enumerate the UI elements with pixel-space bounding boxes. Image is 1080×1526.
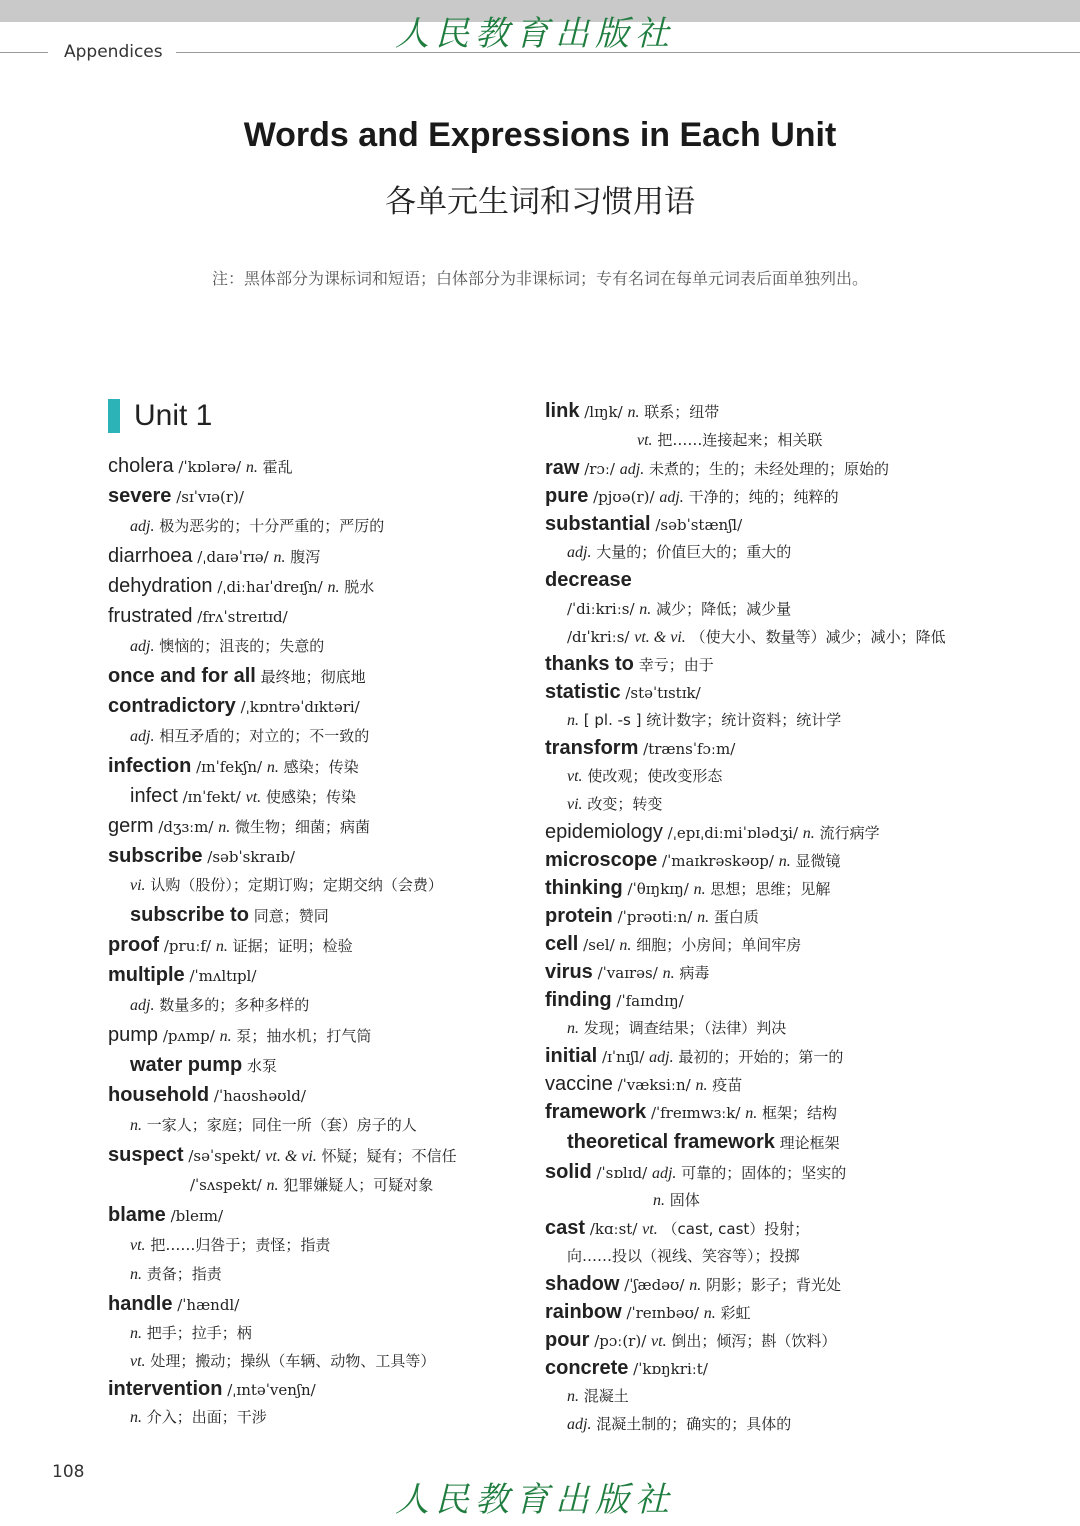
entry-line bbox=[545, 1273, 841, 1296]
part-of-speech: n. bbox=[266, 1177, 279, 1194]
phonetic: /ɪnˈfekt/ bbox=[182, 788, 241, 806]
entry-line bbox=[545, 653, 714, 676]
entry-line bbox=[108, 815, 370, 838]
headword: solid bbox=[545, 1161, 592, 1183]
entry-line bbox=[130, 785, 356, 808]
definition: 混凝土 bbox=[583, 1387, 629, 1405]
publisher-logo-top: 人民教育出版社 bbox=[395, 14, 675, 54]
entry-line bbox=[545, 1101, 837, 1124]
entry-line bbox=[545, 1301, 751, 1324]
entry-line bbox=[545, 1329, 836, 1352]
headword: pure bbox=[545, 485, 589, 507]
part-of-speech: n. bbox=[245, 459, 258, 476]
phonetic: /ˈkɒŋkriːt/ bbox=[633, 1360, 708, 1378]
phonetic: /səˈspekt/ bbox=[188, 1147, 261, 1165]
entry-line bbox=[108, 755, 359, 778]
phonetic: /ˈreɪnbəʊ/ bbox=[626, 1304, 699, 1322]
headword: finding bbox=[545, 989, 612, 1011]
phonetic: /ˈhændl/ bbox=[177, 1296, 240, 1314]
part-of-speech: adj. bbox=[659, 489, 684, 506]
definition: 数量多的；多种多样的 bbox=[159, 996, 310, 1014]
definition: 水泵 bbox=[247, 1057, 278, 1075]
headword: subscribe to bbox=[130, 904, 249, 926]
page-title: Words and Expressions in Each Unit bbox=[243, 116, 837, 154]
part-of-speech: n. bbox=[215, 938, 228, 955]
entry-line bbox=[545, 400, 719, 423]
entry-line bbox=[567, 1413, 791, 1434]
definition: 可靠的；固体的；坚实的 bbox=[681, 1164, 847, 1182]
headword: dehydration bbox=[108, 575, 213, 597]
definition: 同意；赞同 bbox=[253, 907, 329, 925]
entry-line bbox=[130, 1322, 252, 1343]
part-of-speech: n. bbox=[745, 1105, 758, 1122]
headword: cholera bbox=[108, 455, 174, 477]
entry-line bbox=[108, 964, 256, 987]
definition: 细胞；小房间；单间牢房 bbox=[636, 936, 802, 954]
phonetic: /ˈmʌltɪpl/ bbox=[189, 967, 257, 985]
part-of-speech: adj. bbox=[567, 544, 592, 561]
part-of-speech: vt. bbox=[651, 1333, 667, 1350]
phonetic: /trænsˈfɔːm/ bbox=[643, 740, 736, 758]
definition: 一家人；家庭；同住一所（套）房子的人 bbox=[146, 1116, 417, 1134]
entry-line bbox=[130, 1114, 417, 1135]
phonetic: /ˈdiːkriːs/ bbox=[567, 600, 635, 618]
headword: shadow bbox=[545, 1273, 620, 1295]
entry-line bbox=[130, 904, 329, 927]
definition: 彩虹 bbox=[720, 1304, 751, 1322]
phonetic: /ˈsɒlɪd/ bbox=[596, 1164, 648, 1182]
definition: 干净的；纯的；纯粹的 bbox=[688, 488, 839, 506]
entry-line bbox=[130, 635, 324, 656]
headword: cell bbox=[545, 933, 579, 955]
definition: 介入；出面；干涉 bbox=[146, 1408, 267, 1426]
definition: 思想；思维；见解 bbox=[710, 880, 831, 898]
part-of-speech: n. bbox=[327, 579, 340, 596]
entry-line bbox=[545, 485, 839, 508]
entry-line bbox=[545, 961, 709, 984]
part-of-speech: vi. bbox=[130, 877, 146, 894]
phonetic: /ˈmaɪkrəskəʊp/ bbox=[662, 852, 774, 870]
definition: 混凝土制的；确实的；具体的 bbox=[596, 1415, 792, 1433]
phonetic: /ˈvaɪrəs/ bbox=[597, 964, 658, 982]
phonetic: /sel/ bbox=[583, 936, 615, 954]
entry-line bbox=[108, 605, 288, 628]
phonetic: /ˈsʌspekt/ bbox=[190, 1176, 262, 1194]
definition: 联系；纽带 bbox=[644, 403, 720, 421]
definition: 最终地；彻底地 bbox=[260, 668, 366, 686]
definition: 把……连接起来；相关联 bbox=[657, 431, 823, 449]
definition: 使感染；传染 bbox=[265, 788, 356, 806]
definition: 改变；转变 bbox=[587, 795, 663, 813]
headword: substantial bbox=[545, 513, 651, 535]
entry-line bbox=[130, 1406, 267, 1427]
entry-line bbox=[545, 737, 735, 760]
entry-line bbox=[545, 877, 830, 900]
part-of-speech: n. bbox=[266, 759, 279, 776]
phonetic: /ˈprəʊtiːn/ bbox=[617, 908, 693, 926]
headword: severe bbox=[108, 485, 172, 507]
definition: 未煮的；生的；未经处理的；原始的 bbox=[649, 460, 890, 478]
headword: pour bbox=[545, 1329, 590, 1351]
definition: （cast, cast）投射； bbox=[662, 1220, 810, 1238]
entry-line bbox=[545, 905, 759, 928]
definition: 幸亏；由于 bbox=[638, 656, 714, 674]
definition: 蛋白质 bbox=[713, 908, 759, 926]
entry-line bbox=[567, 598, 791, 619]
phonetic: /pruːf/ bbox=[163, 937, 212, 955]
entry-line bbox=[545, 1161, 846, 1184]
entry-line bbox=[108, 665, 366, 688]
headword: suspect bbox=[108, 1144, 184, 1166]
part-of-speech: n. bbox=[567, 1020, 579, 1037]
part-of-speech: n. bbox=[218, 819, 231, 836]
phonetic: /səbˈskraɪb/ bbox=[207, 848, 295, 866]
headword: thanks to bbox=[545, 653, 634, 675]
part-of-speech: n. bbox=[703, 1305, 716, 1322]
entry-line bbox=[567, 1131, 840, 1154]
phonetic: /ˌdiːhaɪˈdreɪʃn/ bbox=[217, 578, 323, 596]
entry-line bbox=[108, 845, 295, 868]
entry-line bbox=[545, 1217, 809, 1240]
definition: 处理；搬动；操纵（车辆、动物、工具等） bbox=[150, 1352, 436, 1370]
entry-line bbox=[108, 1084, 306, 1107]
phonetic: /ˌɪntəˈvenʃn/ bbox=[227, 1381, 316, 1399]
definition: 显微镜 bbox=[795, 852, 841, 870]
definition: 脱水 bbox=[344, 578, 375, 596]
headword: proof bbox=[108, 934, 160, 956]
entry-line bbox=[130, 874, 443, 895]
definition: 懊恼的；沮丧的；失意的 bbox=[159, 637, 325, 655]
phonetic: /ˈhaʊshəʊld/ bbox=[213, 1087, 306, 1105]
definition: 固体 bbox=[669, 1191, 700, 1209]
part-of-speech: n. bbox=[219, 1028, 232, 1045]
entry-line bbox=[637, 429, 822, 450]
part-of-speech: vt. bbox=[567, 768, 583, 785]
headword: intervention bbox=[108, 1378, 223, 1400]
phonetic: /ˈkɒlərə/ bbox=[178, 458, 242, 476]
entry-line bbox=[545, 569, 632, 592]
entry-line bbox=[130, 994, 309, 1015]
entry-line bbox=[108, 485, 244, 508]
phonetic: /dɪˈkriːs/ bbox=[567, 628, 630, 646]
entry-line bbox=[545, 989, 684, 1012]
part-of-speech: n. bbox=[130, 1266, 142, 1283]
definition: 发现；调查结果；（法律）判决 bbox=[583, 1019, 787, 1037]
definition: 证据；证明；检验 bbox=[232, 937, 353, 955]
entry-line bbox=[130, 1263, 222, 1284]
unit-label: Unit 1 bbox=[134, 399, 213, 432]
part-of-speech: adj. bbox=[651, 1165, 677, 1182]
headword: virus bbox=[545, 961, 593, 983]
entry-line bbox=[567, 1385, 629, 1406]
entry-line bbox=[567, 709, 841, 730]
entry-line bbox=[108, 545, 320, 568]
phonetic: /ˈfaɪndɪŋ/ bbox=[616, 992, 684, 1010]
phonetic: /pjʊə(r)/ bbox=[593, 488, 655, 506]
part-of-speech: adj. bbox=[130, 638, 155, 655]
headword: protein bbox=[545, 905, 613, 927]
phonetic: /səbˈstænʃl/ bbox=[655, 516, 743, 534]
headword: blame bbox=[108, 1204, 166, 1226]
part-of-speech: adj. bbox=[130, 997, 155, 1014]
definition: 微生物；细菌；病菌 bbox=[235, 818, 371, 836]
definition: 框架；结构 bbox=[761, 1104, 837, 1122]
part-of-speech: n. bbox=[627, 404, 640, 421]
entry-line bbox=[108, 695, 360, 718]
definition: 相互矛盾的；对立的；不一致的 bbox=[159, 727, 370, 745]
publisher-logo-bottom: 人民教育出版社 bbox=[395, 1480, 675, 1520]
part-of-speech: n. bbox=[273, 549, 286, 566]
phonetic: /frʌˈstreɪtɪd/ bbox=[197, 608, 288, 626]
headword: framework bbox=[545, 1101, 647, 1123]
definition: 向……投以（视线、笑容等）；投掷 bbox=[567, 1247, 800, 1265]
entry-line bbox=[108, 455, 293, 478]
entry-line bbox=[130, 1234, 330, 1255]
entry-line bbox=[567, 626, 946, 647]
part-of-speech: vt. bbox=[642, 1221, 658, 1238]
definition: 病毒 bbox=[679, 964, 710, 982]
headword: epidemiology bbox=[545, 821, 663, 843]
entry-line bbox=[567, 1017, 786, 1038]
definition: 减少；降低；减少量 bbox=[656, 600, 792, 618]
part-of-speech: vt. bbox=[130, 1353, 146, 1370]
part-of-speech: n. bbox=[778, 853, 791, 870]
definition: 使改观；使改变形态 bbox=[587, 767, 723, 785]
part-of-speech: n. bbox=[802, 825, 815, 842]
phonetic: /pʌmp/ bbox=[162, 1027, 215, 1045]
entry-line bbox=[130, 1054, 277, 1077]
definition: 泵；抽水机；打气筒 bbox=[236, 1027, 372, 1045]
definition: 把手；拉手；柄 bbox=[146, 1324, 252, 1342]
page-note: 注：黑体部分为课标词和短语；白体部分为非课标词；专有名词在每单元词表后面单独列出。 bbox=[211, 269, 868, 288]
definition: 认购（股份）；定期订购；定期交纳（会费） bbox=[150, 876, 443, 894]
part-of-speech: n. bbox=[130, 1117, 142, 1134]
entry-line bbox=[545, 513, 742, 536]
entry-line bbox=[567, 1245, 800, 1266]
headword: cast bbox=[545, 1217, 586, 1239]
phonetic: /pɔː(r)/ bbox=[594, 1332, 647, 1350]
headword: concrete bbox=[545, 1357, 629, 1379]
entry-line bbox=[567, 793, 662, 814]
headword: decrease bbox=[545, 569, 632, 591]
entry-line bbox=[190, 1174, 433, 1195]
headword: germ bbox=[108, 815, 154, 837]
entry-line bbox=[130, 725, 369, 746]
headword: frustrated bbox=[108, 605, 193, 627]
entry-line bbox=[545, 681, 701, 704]
definition: （使大小、数量等）减少；减小；降低 bbox=[690, 628, 946, 646]
definition: 大量的；价值巨大的；重大的 bbox=[596, 543, 792, 561]
phonetic: /ɪˈnɪʃl/ bbox=[602, 1048, 645, 1066]
definition: 怀疑；疑有；不信任 bbox=[321, 1147, 457, 1165]
part-of-speech: n. bbox=[130, 1325, 142, 1342]
entry-line bbox=[545, 933, 801, 956]
unit-marker bbox=[108, 399, 120, 433]
phonetic: /sɪˈvɪə(r)/ bbox=[176, 488, 244, 506]
phonetic: /ˈvæksiːn/ bbox=[617, 1076, 691, 1094]
phonetic: /ˈʃædəʊ/ bbox=[624, 1276, 685, 1294]
headword: transform bbox=[545, 737, 639, 759]
part-of-speech: vt. & vi. bbox=[634, 629, 686, 646]
headword: infection bbox=[108, 755, 192, 777]
headword: rainbow bbox=[545, 1301, 622, 1323]
entry-line bbox=[108, 575, 374, 598]
phonetic: /ˌkɒntrəˈdɪktəri/ bbox=[240, 698, 360, 716]
entry-line bbox=[108, 934, 353, 957]
phonetic: /ɪnˈfekʃn/ bbox=[196, 758, 263, 776]
headword: link bbox=[545, 400, 580, 422]
entry-line bbox=[545, 821, 880, 844]
part-of-speech: n. bbox=[689, 1277, 702, 1294]
part-of-speech: vi. bbox=[567, 796, 583, 813]
definition: 责备；指责 bbox=[146, 1265, 222, 1283]
page-number: 108 bbox=[52, 1462, 85, 1482]
definition: 犯罪嫌疑人；可疑对象 bbox=[283, 1176, 434, 1194]
part-of-speech: n. bbox=[693, 881, 706, 898]
headword: thinking bbox=[545, 877, 623, 899]
part-of-speech: n. bbox=[653, 1192, 665, 1209]
headword: contradictory bbox=[108, 695, 236, 717]
entry-line bbox=[545, 1357, 708, 1380]
part-of-speech: adj. bbox=[619, 461, 645, 478]
part-of-speech: n. bbox=[567, 1388, 579, 1405]
headword: microscope bbox=[545, 849, 658, 871]
header-rule-left bbox=[0, 52, 48, 53]
headword: theoretical framework bbox=[567, 1131, 775, 1153]
headword: water pump bbox=[130, 1054, 243, 1076]
part-of-speech: n. bbox=[130, 1409, 142, 1426]
phonetic: /bleɪm/ bbox=[170, 1207, 223, 1225]
entry-line bbox=[545, 849, 841, 872]
definition: 流行病学 bbox=[819, 824, 880, 842]
phonetic: /ˈθɪŋkɪŋ/ bbox=[627, 880, 689, 898]
part-of-speech: adj. bbox=[130, 518, 155, 535]
phonetic: /kɑːst/ bbox=[589, 1220, 638, 1238]
entry-line bbox=[653, 1189, 700, 1210]
definition: 阴影；影子；背光处 bbox=[705, 1276, 841, 1294]
headword: infect bbox=[130, 785, 178, 807]
entry-line bbox=[567, 765, 722, 786]
phonetic: /ˌepɪˌdiːmiˈɒlədʒi/ bbox=[667, 824, 799, 842]
phonetic: /ˈfreɪmwɜːk/ bbox=[650, 1104, 741, 1122]
part-of-speech: vt. bbox=[637, 432, 653, 449]
part-of-speech: adj. bbox=[649, 1049, 674, 1066]
headword: initial bbox=[545, 1045, 598, 1067]
definition: 把……归咎于；责怪；指责 bbox=[150, 1236, 331, 1254]
part-of-speech: n. bbox=[567, 712, 579, 729]
definition: 最初的；开始的；第一的 bbox=[678, 1048, 844, 1066]
phonetic: /dʒɜːm/ bbox=[158, 818, 214, 836]
part-of-speech: n. bbox=[695, 1077, 708, 1094]
entry-line bbox=[108, 1293, 239, 1316]
entry-line bbox=[567, 541, 791, 562]
entry-line bbox=[130, 515, 384, 536]
part-of-speech: vt. bbox=[130, 1237, 146, 1254]
definition: 理论框架 bbox=[779, 1134, 840, 1152]
headword: multiple bbox=[108, 964, 185, 986]
entry-line bbox=[545, 457, 889, 480]
headword: pump bbox=[108, 1024, 159, 1046]
headword: household bbox=[108, 1084, 210, 1106]
phonetic: /lɪŋk/ bbox=[584, 403, 623, 421]
entry-line bbox=[108, 1144, 457, 1167]
part-of-speech: n. bbox=[662, 965, 675, 982]
headword: subscribe bbox=[108, 845, 203, 867]
part-of-speech: n. bbox=[639, 601, 652, 618]
phonetic: /rɔː/ bbox=[584, 460, 615, 478]
definition: 感染；传染 bbox=[283, 758, 359, 776]
entry-line bbox=[108, 1378, 316, 1401]
part-of-speech: adj. bbox=[567, 1416, 592, 1433]
headword: vaccine bbox=[545, 1073, 613, 1095]
definition: 倒出；倾泻；斟（饮料） bbox=[671, 1332, 837, 1350]
part-of-speech: n. bbox=[619, 937, 632, 954]
definition: 极为恶劣的；十分严重的；严厉的 bbox=[159, 517, 385, 535]
entry-line bbox=[130, 1350, 435, 1371]
headword: once and for all bbox=[108, 665, 256, 687]
headword: statistic bbox=[545, 681, 621, 703]
entry-line bbox=[545, 1045, 843, 1068]
unit-heading bbox=[108, 398, 212, 434]
phonetic: /ˌdaɪəˈrɪə/ bbox=[197, 548, 269, 566]
definition: 霍乱 bbox=[262, 458, 293, 476]
headword: raw bbox=[545, 457, 580, 479]
section-label: Appendices bbox=[64, 42, 163, 62]
part-of-speech: n. bbox=[697, 909, 710, 926]
definition: [ pl. -s ] 统计数字；统计资料；统计学 bbox=[583, 711, 842, 729]
definition: 腹泻 bbox=[290, 548, 321, 566]
headword: handle bbox=[108, 1293, 173, 1315]
definition: 疫苗 bbox=[712, 1076, 743, 1094]
entry-line bbox=[108, 1204, 223, 1227]
part-of-speech: vt. bbox=[245, 789, 262, 806]
part-of-speech: adj. bbox=[130, 728, 155, 745]
part-of-speech: vt. & vi. bbox=[265, 1148, 317, 1165]
page-subtitle: 各单元生词和习惯用语 bbox=[385, 184, 695, 220]
phonetic: /stəˈtɪstɪk/ bbox=[625, 684, 701, 702]
entry-line bbox=[545, 1073, 742, 1096]
entry-line bbox=[108, 1024, 371, 1047]
headword: diarrhoea bbox=[108, 545, 193, 567]
